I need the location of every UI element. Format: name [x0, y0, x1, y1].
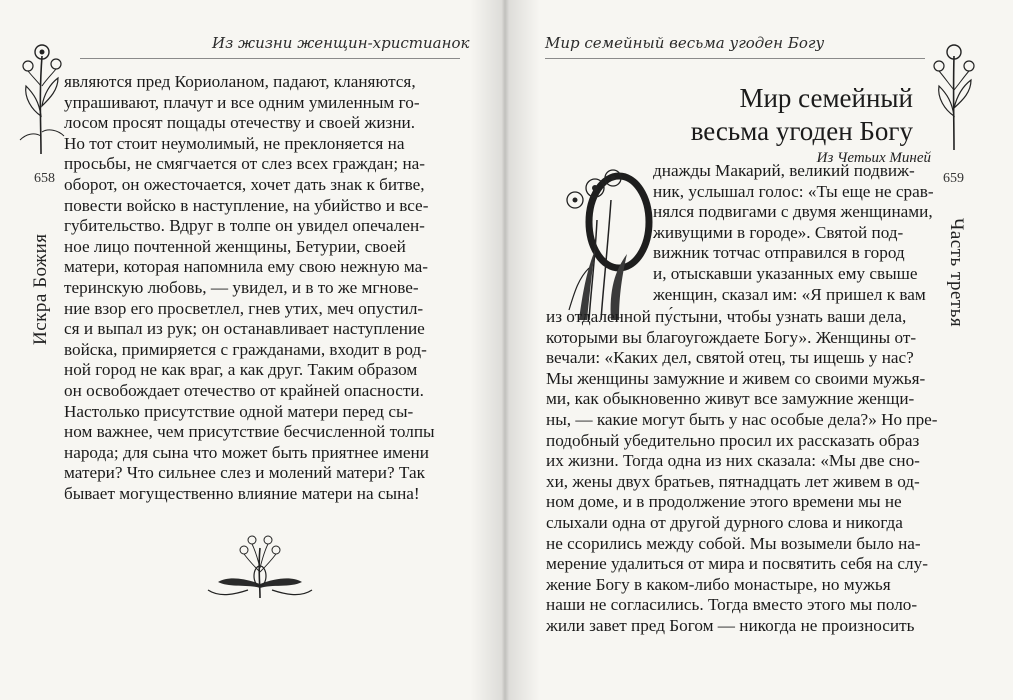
text-line: упрашивают, плачут и все одним умиленным го-: [64, 92, 420, 112]
text-line: вечали: «Каких дел, святой отец, ты ищешь у нас?: [546, 348, 914, 368]
text-line: жение Богу в каком-либо монастыре, но мужья: [546, 574, 891, 594]
text-line: ном доме, и в продолжение этого времени мы не: [546, 492, 902, 512]
text-line: ся и выпал из рук; он останавливает наступление: [64, 319, 425, 339]
header-rule: [80, 58, 460, 59]
text-line: ны, — какие могут быть у нас особые дела?» Но пре-: [546, 409, 938, 429]
text-line: из отдаленной пу́стыни, чтобы узнать ваши дела,: [546, 307, 907, 326]
text-line: ной город не как враг, а как друг. Таким образом: [64, 360, 418, 380]
daffodil-dropcap-icon: [549, 160, 659, 320]
text-line: Настолько присутствие одной матери перед сы-: [64, 401, 414, 421]
text-line: живущими в городе». Святой под-: [653, 222, 904, 242]
body-text: [546, 307, 938, 637]
text-line: просьбы, не смягчается от слез всех граждан; на-: [64, 154, 425, 174]
text-line: вижник тотчас отправился в город: [653, 243, 905, 263]
text-line: не ссорились между собой. Мы возымели было на-: [546, 533, 921, 553]
text-line: губительство. Вдруг в толпе он увидел опечален-: [64, 216, 425, 236]
text-line: лосом просят пощады отечеству и своей жизни.: [64, 113, 416, 133]
text-line: ми, как обыкновенно живут все замужние женщи-: [546, 389, 915, 409]
text-line: нялся подвигами с двумя женщинами,: [653, 202, 933, 222]
body-text: [64, 72, 459, 504]
text-line: войска, примиряется с гражданами, входит в род-: [64, 339, 427, 359]
source-attribution: Из Четьих Миней: [816, 150, 931, 166]
text-line: подобный убедительно просил их рассказать образ: [546, 430, 920, 450]
running-head: Мир семейный весьма угоден Богу: [545, 34, 825, 52]
text-line: повести войско в наступление, на убийство и все-: [64, 195, 429, 215]
text-line: женщин, сказал им: «Я пришел к вам: [653, 284, 926, 304]
text-line: наши не согласились. Тогда вместо этого мы поло-: [546, 595, 918, 615]
text-line: он освобождает отечество от крайней опасности.: [64, 380, 424, 400]
text-line: Но тот стоит неумолимый, не преклоняется на: [64, 133, 405, 153]
side-title: Искра Божия: [30, 233, 51, 345]
text-line: слыхали одна от другой дурного слова и никогда: [546, 512, 903, 532]
text-line: которыми вы благоугождаете Богу». Женщины от-: [546, 327, 917, 347]
flower-ornament-icon: [14, 36, 68, 154]
flower-ornament-icon: [927, 38, 981, 150]
chapter-title-line: весьма угоден Богу: [690, 116, 913, 146]
text-line: ник, услышал голос: «Ты еще не срав-: [653, 181, 934, 201]
text-line: народа; для сына что может быть приятнее имени: [64, 442, 429, 462]
floral-vignette-icon: [200, 528, 320, 602]
left-page: [0, 0, 505, 700]
text-line: ние взор его просветлел, гнев утих, меч опустил-: [64, 298, 424, 318]
text-line: оборот, он ожесточается, хочет дать знак к битве,: [64, 174, 425, 194]
text-line: Мы женщины замужние и живем со своими мужья-: [546, 368, 926, 388]
text-line: ном важнее, чем присутствие бесчисленной толпы: [64, 422, 435, 442]
page-number: 659: [943, 171, 964, 186]
header-rule: [545, 58, 925, 59]
text-line: их жизни. Тогда одна из них сказала: «Мы две сно-: [546, 451, 920, 471]
chapter-title: [545, 82, 933, 148]
text-line: являются пред Кориоланом, падают, кланяются,: [64, 72, 416, 91]
text-line: мерение удалиться от мира и посвятить себя на слу-: [546, 554, 928, 574]
text-line: жили завет пред Богом — никогда не произносить: [546, 615, 915, 635]
text-line: днажды Макарий, великий подвиж-: [653, 161, 915, 180]
text-line: бывает могущественно влияние матери на сына!: [64, 483, 420, 503]
text-line: матери? Что сильнее слез и молений матери? Так: [64, 463, 425, 483]
right-page: [505, 0, 1013, 700]
side-title: Часть третья: [946, 218, 967, 328]
page-number: 658: [34, 171, 55, 186]
dropcap-letter: О: [595, 256, 596, 257]
text-line: матери, которая напомнила ему свою нежную ма-: [64, 257, 428, 277]
text-line: хи, жены двух братьев, пятнадцать лет живем в од-: [546, 471, 920, 491]
text-line: теринскую любовь, — увидел, и в то же мгнове-: [64, 277, 419, 297]
text-line: ное лицо почтенной женщины, Бетурии, своей: [64, 236, 406, 256]
text-line: и, отыскавши указанных ему свыше: [653, 263, 918, 283]
running-head: Из жизни женщин-христианок: [212, 34, 470, 52]
chapter-title-line: Мир семейный: [739, 83, 913, 113]
indented-text: [653, 161, 935, 305]
